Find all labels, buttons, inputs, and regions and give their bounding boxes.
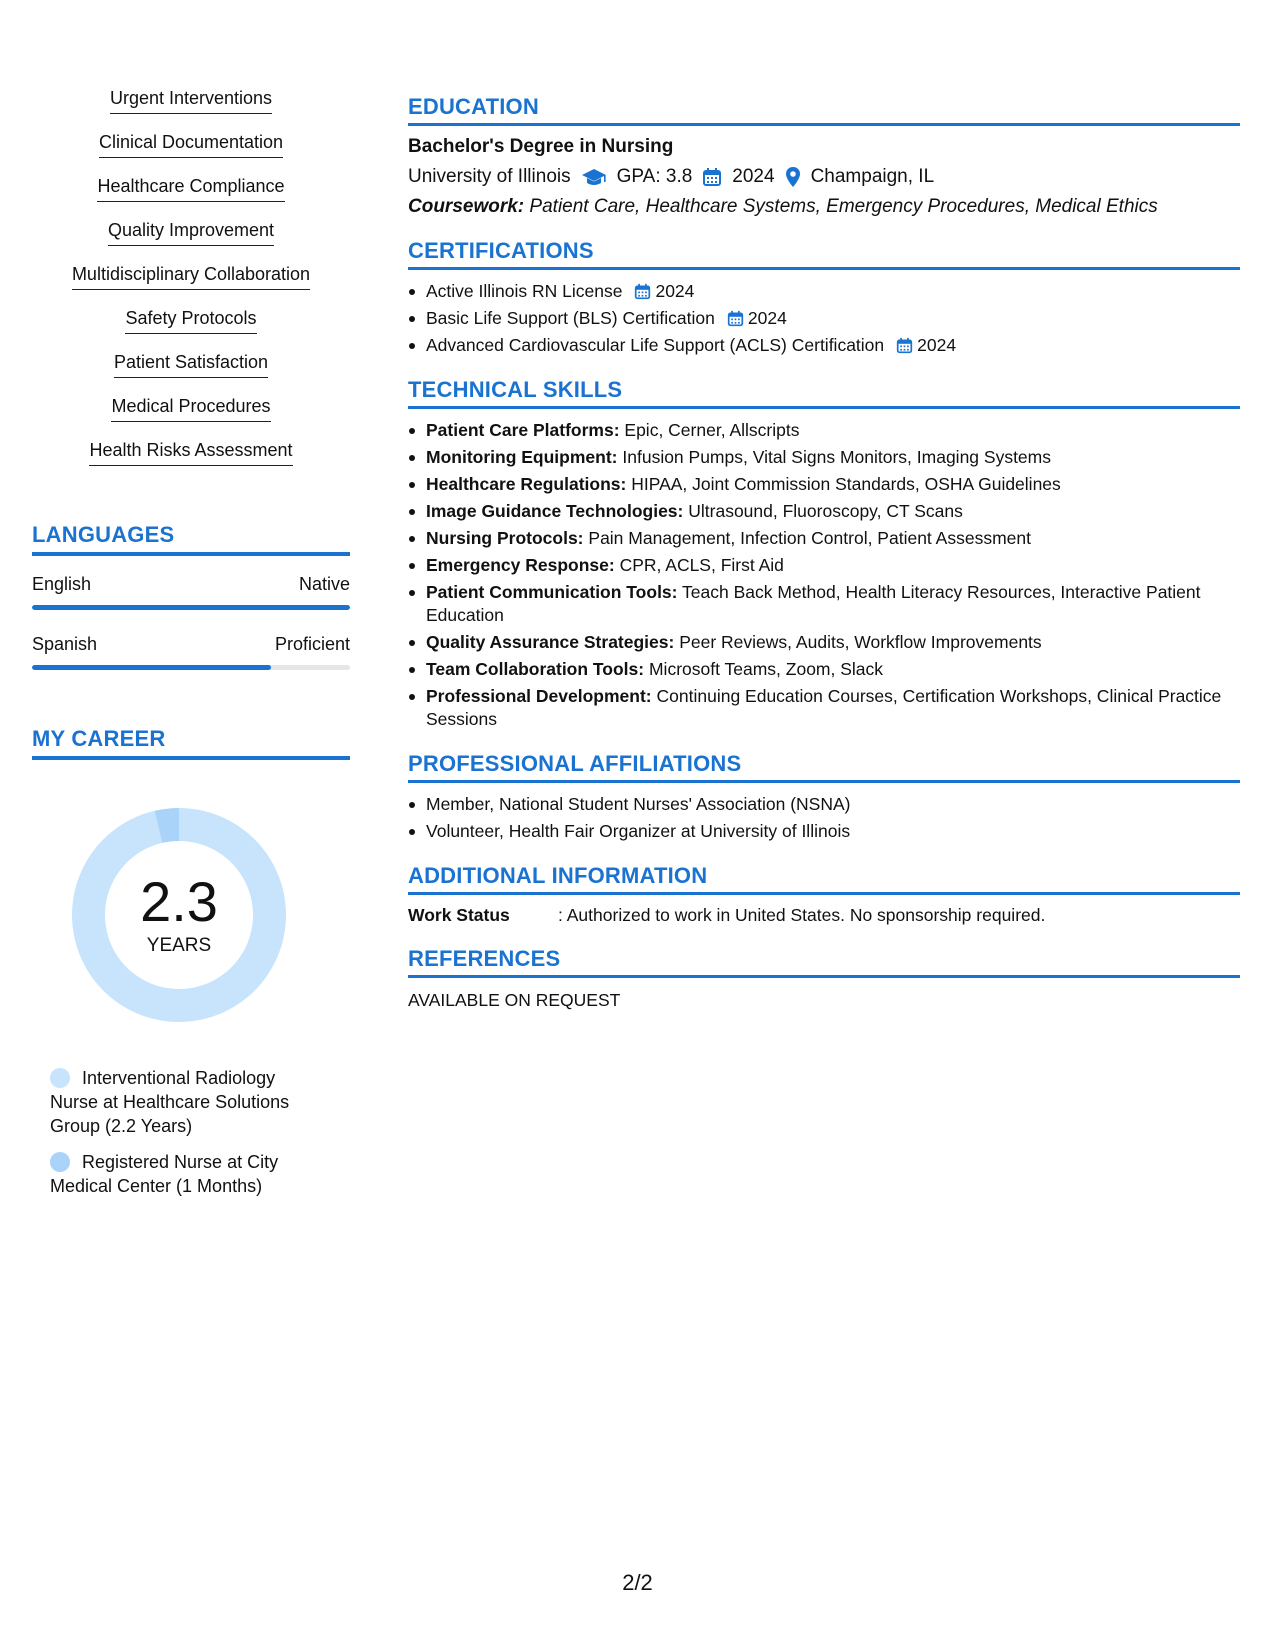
technical-skill-label: Team Collaboration Tools: (426, 659, 645, 679)
languages-section (32, 522, 350, 670)
affiliations-list (408, 793, 1240, 843)
language-bar (32, 665, 350, 670)
language-bar-fill (32, 605, 350, 610)
affiliations-section (408, 751, 1240, 843)
technical-skill-item (408, 631, 1240, 654)
technical-skill-label: Patient Communication Tools: (426, 582, 678, 602)
affiliation-item: Member, National Student Nurses' Association (NSNA) (408, 793, 1240, 816)
technical-skill-item (408, 554, 1240, 577)
skill-tag: Medical Procedures (111, 394, 270, 422)
certifications-list (408, 280, 1240, 357)
languages-heading: LANGUAGES (32, 522, 350, 556)
technical-skills-heading: TECHNICAL SKILLS (408, 377, 1240, 409)
certifications-heading: CERTIFICATIONS (408, 238, 1240, 270)
technical-skill-text: Epic, Cerner, Allscripts (624, 420, 800, 440)
language-name: Spanish (32, 634, 98, 654)
technical-skill-item (408, 685, 1240, 731)
work-status-label: Work Status (408, 905, 510, 925)
career-section (32, 726, 350, 1198)
certification-name: Basic Life Support (BLS) Certification (426, 308, 715, 328)
technical-skill-item (408, 500, 1240, 523)
calendar-icon (727, 310, 744, 327)
technical-skill-item (408, 581, 1240, 627)
references-section (408, 946, 1240, 1011)
technical-skill-item (408, 419, 1240, 442)
affiliation-item: Volunteer, Health Fair Organizer at University of Illinois (408, 820, 1240, 843)
legend-dot-icon (50, 1152, 70, 1172)
certification-name: Active Illinois RN License (426, 281, 623, 301)
skill-tag: Multidisciplinary Collaboration (72, 262, 310, 290)
skill-tag: Quality Improvement (108, 218, 274, 246)
education-school: University of Illinois (408, 166, 571, 187)
skill-tag: Safety Protocols (125, 306, 256, 334)
education-degree: Bachelor's Degree in Nursing (408, 136, 674, 157)
technical-skill-text: Teach Back Method, Health Literacy Resources, Interactive Patient Education (426, 582, 1201, 625)
technical-skill-text: Ultrasound, Fluoroscopy, CT Scans (688, 501, 963, 521)
technical-skill-item (408, 658, 1240, 681)
technical-skill-label: Patient Care Platforms: (426, 420, 620, 440)
technical-skill-text: CPR, ACLS, First Aid (619, 555, 784, 575)
right-column (408, 94, 1240, 1031)
technical-skill-text: Pain Management, Infection Control, Patient Assessment (588, 528, 1031, 548)
career-legend-item (50, 1150, 320, 1198)
skill-tag: Clinical Documentation (99, 130, 283, 158)
certification-year: 2024 (655, 281, 695, 301)
career-legend-item (50, 1066, 320, 1138)
language-row (32, 634, 350, 655)
calendar-icon (634, 283, 651, 300)
calendar-icon (896, 337, 913, 354)
technical-skill-label: Professional Development: (426, 686, 652, 706)
skill-tag: Health Risks Assessment (89, 438, 292, 466)
career-donut (64, 800, 294, 1030)
certification-name: Advanced Cardiovascular Life Support (ACLS) Certification (426, 335, 885, 355)
calendar-icon (702, 167, 722, 187)
left-column (32, 86, 350, 1210)
language-name: English (32, 574, 92, 594)
education-year: 2024 (732, 166, 775, 187)
technical-skill-item (408, 473, 1240, 496)
skills-list (32, 86, 350, 482)
skill-tag: Healthcare Compliance (97, 174, 284, 202)
skill-tag: Patient Satisfaction (114, 350, 268, 378)
technical-skills-list (408, 419, 1240, 731)
education-heading: EDUCATION (408, 94, 1240, 126)
career-total-unit: YEARS (146, 935, 212, 956)
coursework-text: Patient Care, Healthcare Systems, Emergency Procedures, Medical Ethics (529, 196, 1158, 217)
education-details (408, 166, 1240, 188)
career-total-value: 2.3 (140, 870, 218, 933)
affiliations-heading: PROFESSIONAL AFFILIATIONS (408, 751, 1240, 783)
technical-skill-label: Monitoring Equipment: (426, 447, 618, 467)
technical-skill-text: Continuing Education Courses, Certification Workshops, Clinical Practice Sessions (426, 686, 1222, 729)
certification-year: 2024 (747, 308, 787, 328)
technical-skill-item (408, 527, 1240, 550)
career-role-label: Interventional Radiology Nurse at Healthcare Solutions Group (2.2 Years) (50, 1068, 290, 1136)
technical-skill-text: Peer Reviews, Audits, Workflow Improvements (679, 632, 1042, 652)
language-row (32, 574, 350, 595)
languages-list (32, 574, 350, 670)
career-role-label: Registered Nurse at City Medical Center (1 Months) (50, 1152, 279, 1196)
technical-skill-label: Image Guidance Technologies: (426, 501, 684, 521)
technical-skill-label: Quality Assurance Strategies: (426, 632, 675, 652)
work-status-row (408, 905, 1240, 926)
certification-item (408, 280, 1240, 303)
technical-skill-text: HIPAA, Joint Commission Standards, OSHA Guidelines (631, 474, 1061, 494)
map-pin-icon (785, 166, 801, 188)
certification-item (408, 307, 1240, 330)
technical-skill-text: Microsoft Teams, Zoom, Slack (648, 659, 884, 679)
references-heading: REFERENCES (408, 946, 1240, 978)
language-level: Native (298, 574, 350, 594)
coursework-label: Coursework: (408, 196, 525, 217)
skill-tag: Urgent Interventions (110, 86, 272, 114)
education-coursework (408, 196, 1240, 218)
certification-item (408, 334, 1240, 357)
technical-skill-text: Infusion Pumps, Vital Signs Monitors, Imaging Systems (622, 447, 1051, 467)
technical-skill-item (408, 446, 1240, 469)
graduation-cap-icon (581, 167, 607, 187)
work-status-value: : Authorized to work in United States. No sponsorship required. (558, 905, 1046, 925)
certifications-section (408, 238, 1240, 357)
education-gpa: GPA: 3.8 (616, 166, 693, 187)
technical-skill-label: Emergency Response: (426, 555, 615, 575)
additional-info-heading: ADDITIONAL INFORMATION (408, 863, 1240, 895)
career-heading: MY CAREER (32, 726, 350, 760)
donut-center (64, 800, 294, 1030)
education-section (408, 94, 1240, 218)
page-number: 2/2 (622, 1570, 653, 1595)
career-legend (50, 1066, 320, 1198)
technical-skills-section (408, 377, 1240, 731)
additional-info-section (408, 863, 1240, 926)
language-bar-fill (32, 665, 271, 670)
certification-year: 2024 (917, 335, 957, 355)
education-location: Champaign, IL (810, 166, 935, 187)
language-level: Proficient (274, 634, 350, 654)
technical-skill-label: Nursing Protocols: (426, 528, 584, 548)
legend-dot-icon (50, 1068, 70, 1088)
references-text: AVAILABLE ON REQUEST (408, 990, 621, 1010)
technical-skill-label: Healthcare Regulations: (426, 474, 627, 494)
language-bar (32, 605, 350, 610)
